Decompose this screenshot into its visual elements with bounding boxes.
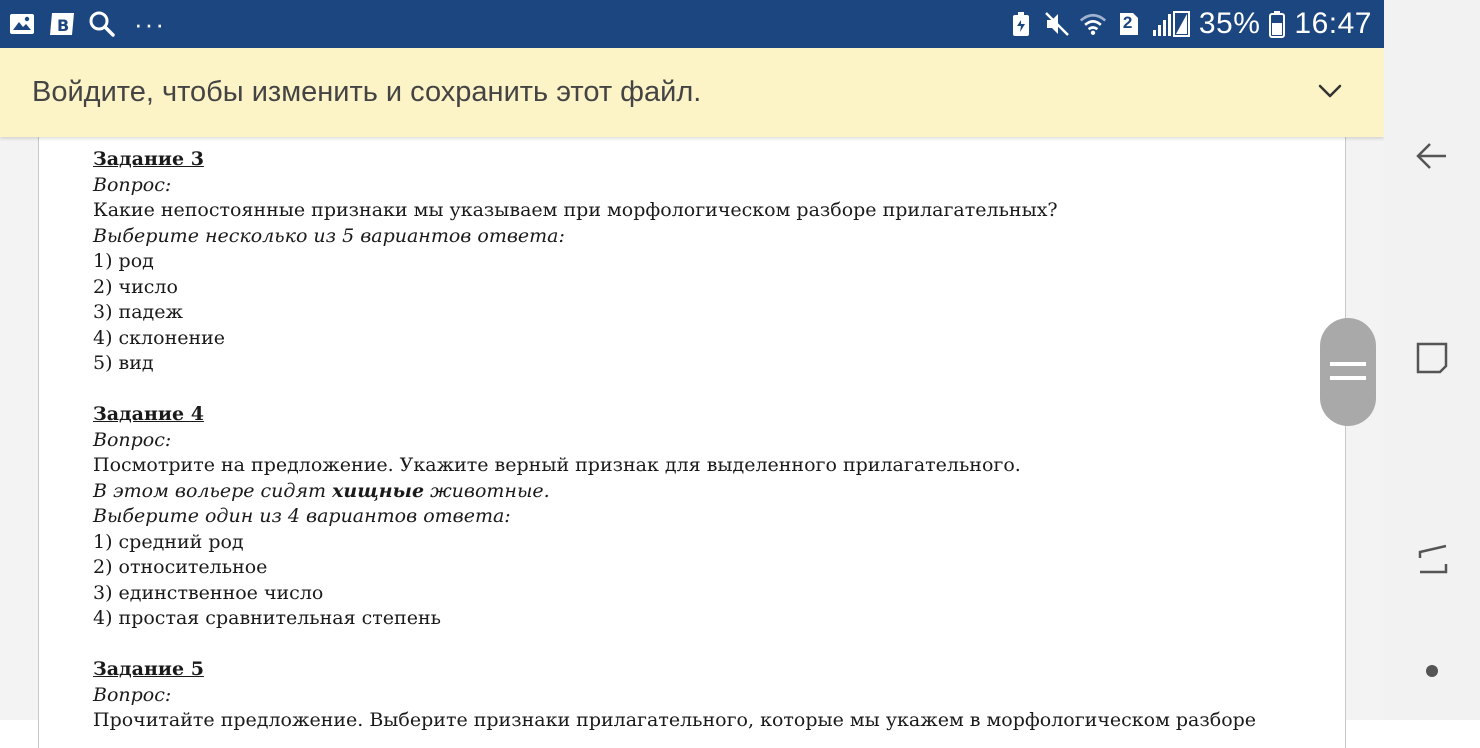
paragraph-gap: [93, 632, 1293, 658]
scroll-handle-grip: [1330, 362, 1366, 366]
image-icon: [8, 10, 36, 38]
task3-option: 4) склонение: [93, 326, 226, 349]
scroll-handle-grip: [1330, 376, 1366, 380]
task4-option: 3) единственное число: [93, 581, 324, 604]
task3-option: 5) вид: [93, 352, 154, 374]
task3-option: 2) число: [93, 275, 178, 298]
home-button-icon[interactable]: [1412, 338, 1452, 378]
task4-instruction: Выберите один из 4 вариантов ответа:: [93, 505, 511, 527]
status-bar-left: [8, 8, 166, 40]
document-content[interactable]: [93, 147, 1293, 734]
task4-question: Посмотрите на предложение. Укажите верный признак для выделенного прилагательного.: [93, 454, 1021, 476]
task4-highlighted-adjective: хищные: [332, 479, 425, 502]
task4-sentence-before: В этом вольере сидят: [93, 479, 333, 502]
task4-option: 2) относительное: [93, 556, 268, 578]
sign-in-banner-text: Войдите, чтобы изменить и сохранить этот файл.: [32, 76, 702, 108]
back-arrow-icon[interactable]: [1412, 136, 1452, 176]
b-app-icon: [48, 10, 76, 38]
task3-question-label: Вопрос:: [93, 173, 172, 196]
task5-title: Задание 5: [93, 658, 204, 680]
recent-apps-icon[interactable]: [1412, 540, 1452, 580]
task3-option: 3) падеж: [93, 301, 183, 323]
signal-icon: [1151, 10, 1191, 38]
status-bar-right: [1007, 6, 1372, 42]
task4-sentence: [93, 479, 1293, 505]
dot-indicator-icon: [1412, 651, 1452, 691]
task4-sentence-after: животные.: [424, 479, 550, 502]
sim-icon: [1115, 10, 1143, 38]
clock-time: 16:47: [1294, 7, 1372, 40]
scroll-handle[interactable]: [1320, 318, 1376, 426]
task3-option: 1) род: [93, 250, 154, 272]
battery-saver-icon: [1007, 10, 1035, 38]
navigation-bar: [1384, 0, 1480, 720]
mute-icon: [1043, 10, 1071, 38]
task4-option: 1) средний род: [93, 530, 244, 553]
svg-text:B: B: [57, 16, 70, 35]
wifi-icon: [1079, 10, 1107, 38]
overflow-indicator: ···: [134, 8, 166, 39]
paragraph-gap: [93, 377, 1293, 403]
status-bar: [0, 0, 1384, 48]
search-icon: [88, 10, 116, 38]
task4-title: Задание 4: [93, 403, 204, 425]
task5-question-label: Вопрос:: [93, 683, 172, 706]
battery-icon: [1268, 10, 1286, 38]
chevron-down-icon[interactable]: [1312, 78, 1348, 106]
task3-instruction: Выберите несколько из 5 вариантов ответа:: [93, 224, 565, 247]
task3-title: Задание 3: [93, 148, 204, 170]
task4-question-label: Вопрос:: [93, 428, 172, 451]
task5-question: Прочитайте предложение. Выберите признаки прилагательного, которые мы укажем в морфологическом разборе: [93, 709, 1257, 731]
sign-in-banner[interactable]: [0, 48, 1384, 137]
task3-question: Какие непостоянные признаки мы указываем при морфологическом разборе прилагательных?: [93, 199, 1058, 221]
task4-option: 4) простая сравнительная степень: [93, 607, 441, 629]
sim-badge-number: 2: [1122, 13, 1133, 32]
battery-percentage: 35%: [1198, 7, 1261, 40]
